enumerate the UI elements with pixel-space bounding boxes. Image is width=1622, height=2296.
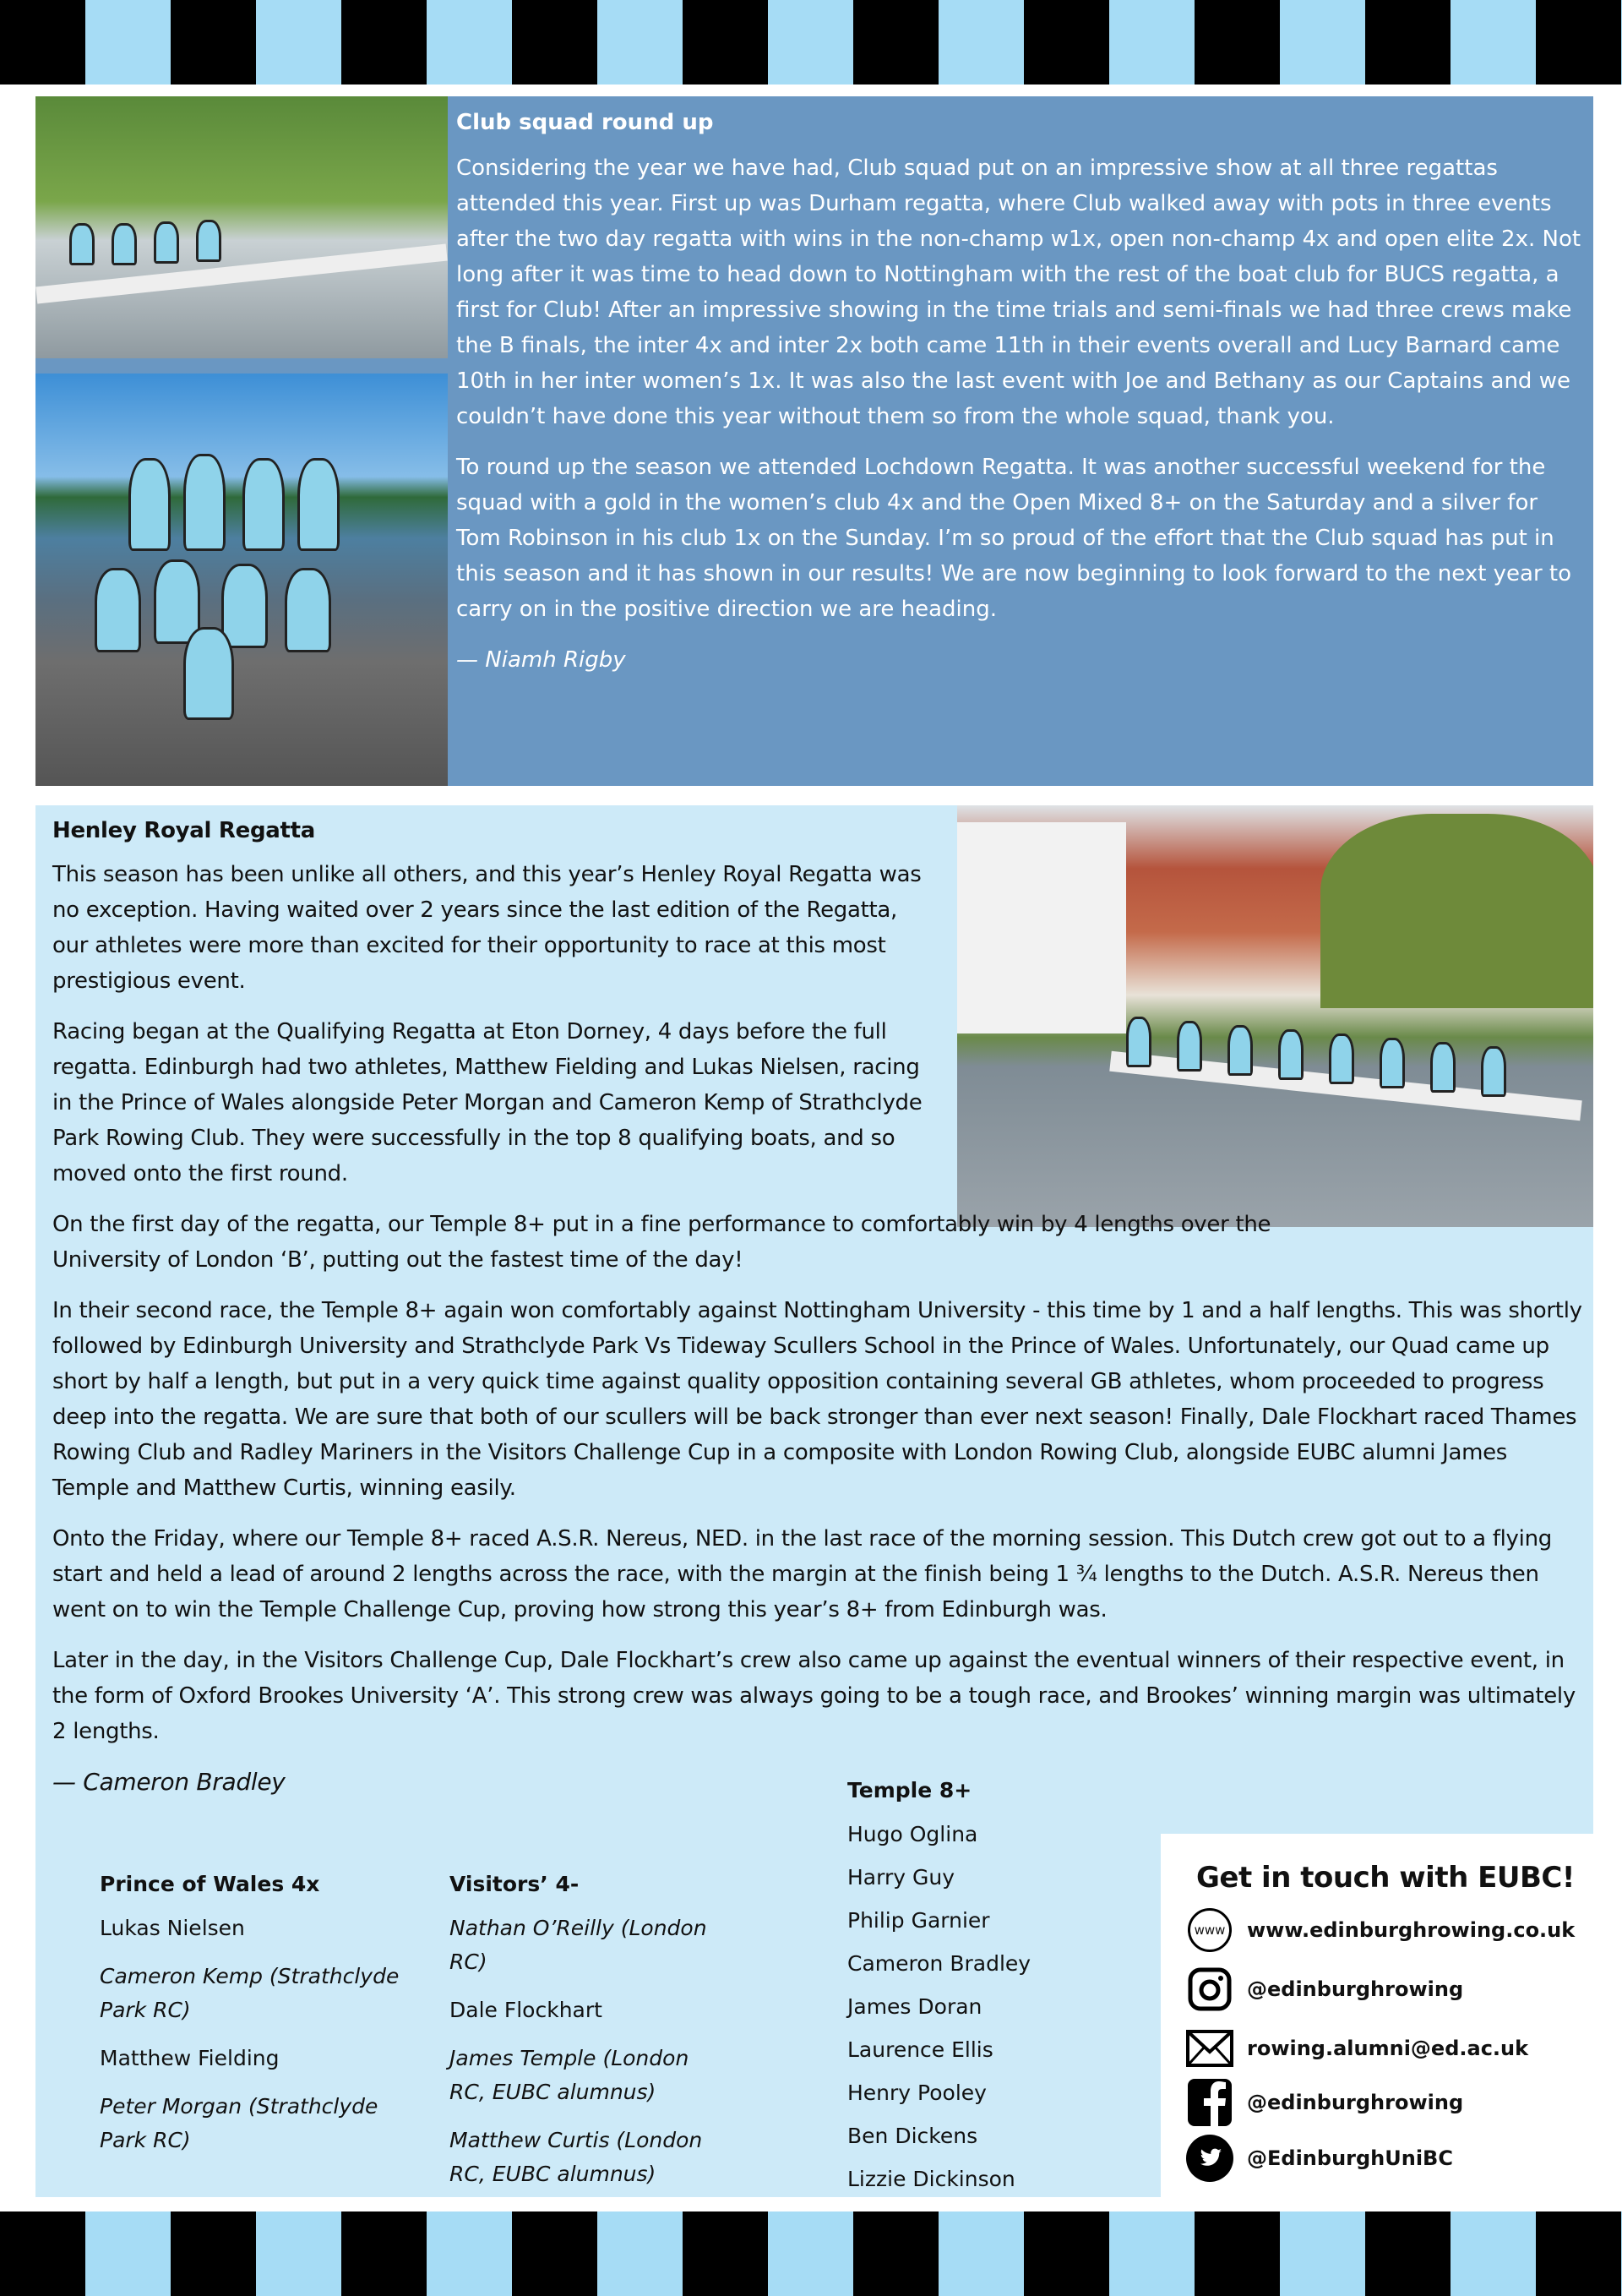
website-text: www.edinburghrowing.co.uk [1247,1918,1576,1942]
twitter-bird-icon [1186,2135,1233,2182]
email-link[interactable] [1186,2025,1528,2072]
henley-title: Henley Royal Regatta [52,818,316,843]
facebook-link[interactable] [1186,2079,1463,2126]
twitter-link[interactable] [1186,2135,1453,2182]
crew-member: Henry Pooley [847,2081,987,2105]
crew-title: Visitors’ 4- [449,1872,580,1896]
club-crew-rowing-photo [35,96,448,358]
club-paragraph: Considering the year we have had, Club squad put on an impressive show at all three regattas attended this year. First up was Durham regatta, where Club walked away with pots in three events after the two day regatta with wins in the non-champ w1x, open non-champ 4x and open elite 2x. Not long after it was time to head down to Nottingham with the rest of the boat club for BUCS regatta, a first for Club! After an impressive showing in the time trials and semi-finals we had three crews make the B finals, the inter 4x and inter 2x both came 11th in their events overall and Lucy Barnard came 10th in her inter women’s 1x. It was also the last event with Joe and Bethany as our Captains and we couldn’t have done this year without them so from the whole squad, thank you. [456,155,1581,429]
globe-www-icon: www [1186,1906,1233,1954]
top-stripe-border [0,0,1622,85]
crew-member: Matthew Curtis (London RC, EUBC alumnus) [449,2128,703,2186]
envelope-icon [1186,2025,1233,2072]
crew-member: Philip Garnier [847,1908,990,1933]
crew-member: James Temple (London RC, EUBC alumnus) [449,2046,689,2104]
twitter-text: @EdinburghUniBC [1247,2146,1453,2170]
email-text: rowing.alumni@ed.ac.uk [1247,2037,1529,2060]
henley-paragraph: On the first day of the regatta, our Temple 8+ put in a fine performance to comfortably win by 4 lengths over the University of London ‘B’, putting out the fastest time of the day! [52,1212,1271,1273]
club-title: Club squad round up [456,110,714,135]
instagram-text: @edinburghrowing [1247,1977,1464,2001]
crew-list-visitors [449,1868,728,2206]
crew-member: Nathan O’Reilly (London RC) [449,1916,707,1974]
henley-paragraph: Onto the Friday, where our Temple 8+ raced A.S.R. Nereus, NED. in the last race of the morning session. This Dutch crew got out to a flying start and held a lead of around 2 lengths across the race, with the margin at the finish being 1 ¾ lengths to the Dutch. A.S.R. Nereus then went on to win the Temple Challenge Cup, proving how strong this year’s 8+ from Edinburgh was. [52,1526,1552,1622]
crew-member: Matthew Fielding [100,2046,280,2070]
club-paragraph: To round up the season we attended Lochdown Regatta. It was another successful weekend for the squad with a gold in the women’s club 4x and the Open Mixed 8+ on the Saturday and a silver for Tom Robinson in his club 1x on the Sunday. I’m so proud of the effort that the Club squad has put in this season and it has shown in our results! We are now beginning to look forward to the next year to carry on in the positive direction we are heading. [456,455,1572,622]
instagram-link[interactable] [1186,1966,1463,2013]
crew-member: Dale Flockhart [449,1998,602,2022]
crew-title: Temple 8+ [847,1778,972,1802]
crew-member: Cameron Kemp (Strathclyde Park RC) [100,1964,400,2022]
henley-paragraph: In their second race, the Temple 8+ again won comfortably against Nottingham University - this time by 1 and a half lengths. This was shortly followed by Edinburgh University and Strathclyde Park Vs Tideway Scullers School in the Prince of Wales. Unfortunately, our Quad came up short by half a length, but put in a very quick time against quality opposition containing several GB athletes, whom proceeded to progress deep into the regatta. We are sure that both of our scullers will be back stronger than ever next season! Finally, Dale Flockhart raced Thames Rowing Club and Radley Mariners in the Visitors Challenge Cup in a composite with London Rowing Club, alongside EUBC alumni James Temple and Matthew Curtis, winning easily. [52,1298,1582,1501]
crew-member: James Doran [847,1994,982,2019]
henley-paragraph: Racing began at the Qualifying Regatta at Eton Dorney, 4 days before the full regatta. Edinburgh had two athletes, Matthew Fielding and Lukas Nielsen, racing in the Prince of Wales alongside Peter Morgan and Cameron Kemp of Strathclyde Park Rowing Club. They were successfully in the top 8 qualifying boats, and so moved onto the first round. [52,1019,923,1186]
crew-title: Prince of Wales 4x [100,1872,320,1896]
website-link[interactable] [1186,1906,1575,1954]
crew-member: Laurence Ellis [847,2037,993,2062]
crew-member: Ben Dickens [847,2124,978,2148]
crew-member: Lizzie Dickinson [847,2167,1015,2191]
crew-member: Peter Morgan (Strathclyde Park RC) [100,2094,378,2152]
bottom-stripe-border [0,2211,1622,2296]
crew-member: Harry Guy [847,1865,955,1890]
club-squad-group-photo [35,374,448,786]
crew-member: Hugo Oglina [847,1822,978,1846]
facebook-icon [1186,2079,1233,2126]
henley-paragraph: This season has been unlike all others, and this year’s Henley Royal Regatta was no exception. Having waited over 2 years since the last edition of the Regatta, our athletes were more than excited for their opportunity to race at this most prestigious event. [52,862,922,994]
crew-list-temple [847,1774,1126,2206]
facebook-text: @edinburghrowing [1247,2091,1464,2114]
contact-box [1161,1834,1593,2197]
club-signature: — Niamh Rigby [456,647,626,673]
henley-signature: — Cameron Bradley [52,1768,286,1796]
crew-member: Cameron Bradley [847,1951,1031,1976]
henley-paragraph: Later in the day, in the Visitors Challenge Cup, Dale Flockhart’s crew also came up against the eventual winners of their respective event, in the form of Oxford Brookes University ‘A’. This strong crew was always going to be a tough race, and Brookes’ winning margin was ultimately 2 lengths. [52,1648,1576,1744]
contact-title: Get in touch with EUBC! [1196,1861,1575,1895]
instagram-icon [1186,1966,1233,2013]
crew-member: Lukas Nielsen [100,1916,245,1940]
crew-list-prince-of-wales [100,1868,404,2172]
